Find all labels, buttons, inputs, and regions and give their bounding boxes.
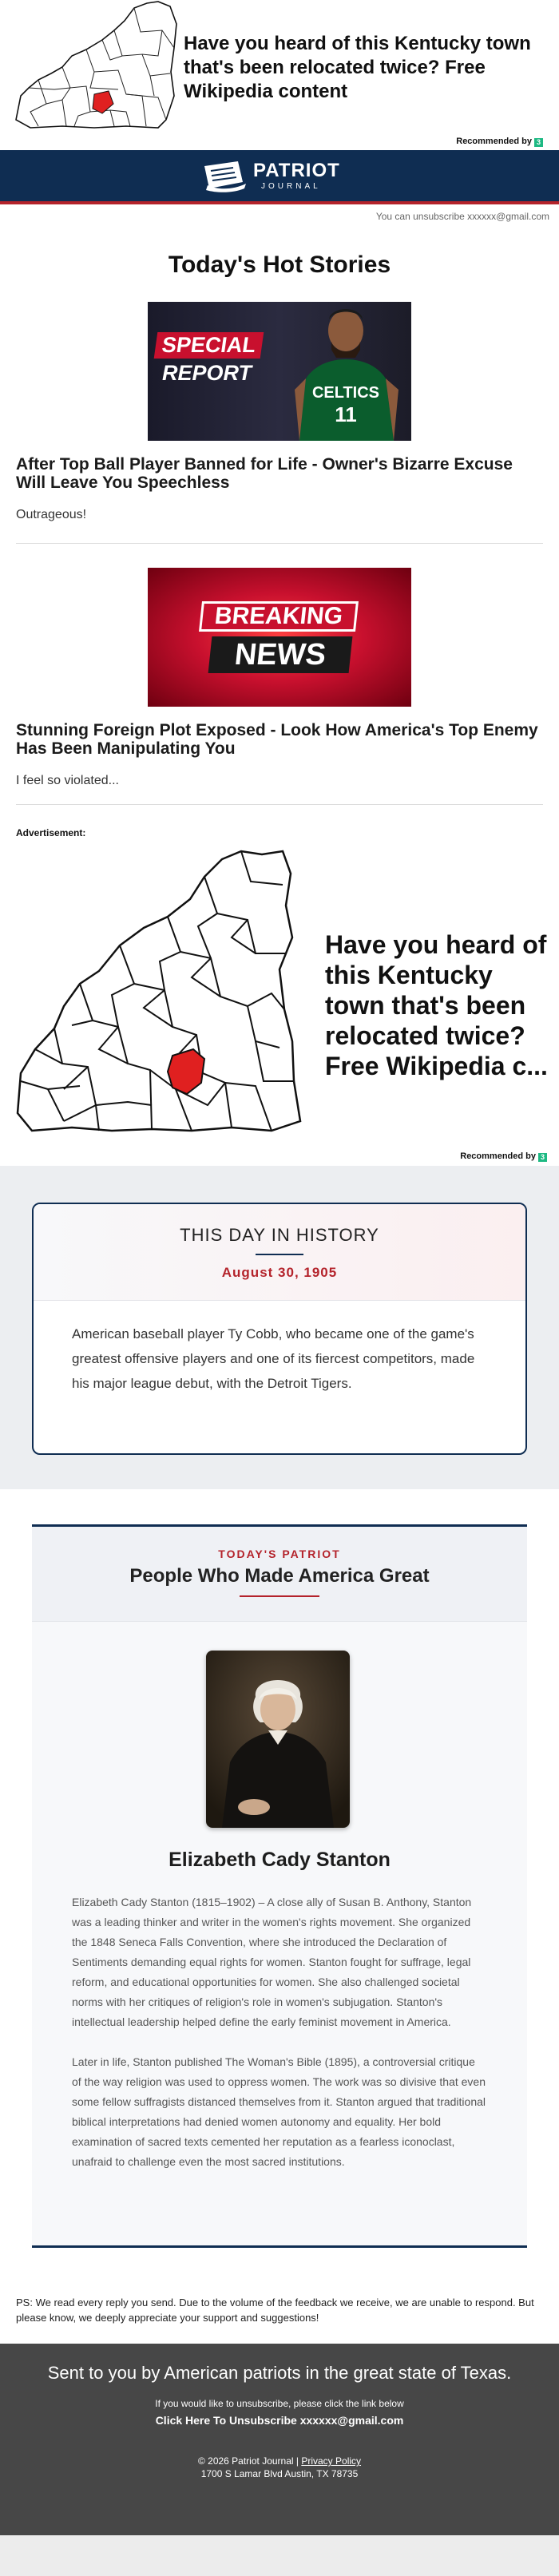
- biography-paragraph: Elizabeth Cady Stanton (1815–1902) – A close ally of Susan B. Anthony, Stanton was a leading thinker and writer in the women's rights movement. She organized the 1848 Seneca Falls Convention, where she introduced the Declaration of Sentiments demanding equal rights for women. Stanton fought for suffrage, legal reform, and educational opportunities for women. She also challenged societal norms with her critiques of religion's role in women's subjugation. Stanton's intellectual leadership helped define the early feminist movement in America.: [72, 1896, 472, 2028]
- unsubscribe-intro: If you would like to unsubscribe, please click the link below: [155, 2398, 404, 2409]
- history-section: [0, 1166, 559, 1489]
- history-title-rule: [256, 1254, 303, 1255]
- history-card: [32, 1203, 527, 1455]
- biography-paragraph: Later in life, Stanton published The Woman's Bible (1895), a controversial critique of the way religion was used to oppress women. The work was so divisive that even some fellow suffragists distanced themselves from it. Stanton argued that traditional biblical interpretations had denied women autonomy and equality. Her bold examination of sacred texts cemented her reputation as a fearless iconoclast, unafraid to challenge even the most sacred institutions.: [72, 2055, 486, 2168]
- recommended-text: Recommended by: [456, 137, 532, 146]
- svg-text:11: 11: [335, 402, 357, 426]
- kentucky-map-image: [14, 0, 178, 130]
- patriot-title: People Who Made America Great: [129, 1565, 430, 1587]
- advertisement-label: Advertisement:: [16, 827, 86, 838]
- special-label: SPECIAL: [154, 332, 264, 359]
- history-date: August 30, 1905: [221, 1265, 338, 1280]
- svg-text:CELTICS: CELTICS: [311, 384, 380, 402]
- copyright-line: [0, 2455, 559, 2467]
- bottom-margin: [0, 2535, 559, 2576]
- recommended-text: Recommended by: [460, 1151, 536, 1161]
- unsubscribe-note[interactable]: You can unsubscribe xxxxxx@gmail.com: [375, 211, 549, 222]
- history-body: American baseball player Ty Cobb, who became one of the game's greatest offensive players and one of its fiercest competitors, made his major league debut, with the Detroit Tigers.: [72, 1326, 475, 1391]
- copyright-text: © 2026 Patriot Journal |: [197, 2455, 302, 2467]
- story-teaser: Outrageous!: [16, 508, 87, 521]
- history-title: THIS DAY IN HISTORY: [180, 1225, 379, 1245]
- story-divider: [16, 543, 543, 544]
- top-ad-headline[interactable]: Have you heard of this Kentucky town that's been relocated twice? Free Wikipedia content: [184, 33, 531, 102]
- advertisement-block[interactable]: [16, 850, 548, 1161]
- news-label: NEWS: [208, 636, 353, 673]
- history-card-header: [34, 1204, 525, 1301]
- mailing-address: 1700 S Lamar Blvd Austin, TX 78735: [200, 2468, 359, 2479]
- logo-wordmark: PATRIOT: [253, 160, 340, 181]
- report-label: REPORT: [162, 361, 252, 385]
- patriot-journal-logo[interactable]: [201, 158, 361, 193]
- hot-stories-section: [16, 249, 543, 805]
- logo-subtitle: JOURNAL: [261, 182, 321, 191]
- breaking-label: BREAKING: [199, 601, 359, 632]
- recommender-logo-icon: 3: [538, 1153, 547, 1162]
- patriot-kicker: TODAY'S PATRIOT: [218, 1548, 341, 1560]
- patriot-title-rule: [240, 1595, 319, 1597]
- recommender-logo-icon: 3: [534, 138, 543, 147]
- story-teaser: I feel so violated...: [16, 774, 119, 787]
- newspaper-icon: [201, 158, 249, 193]
- section-title: Today's Hot Stories: [168, 252, 391, 278]
- todays-patriot-section: [32, 1524, 527, 2248]
- story-divider: [16, 804, 543, 805]
- unsubscribe-link[interactable]: Click Here To Unsubscribe xxxxxx@gmail.com: [155, 2414, 404, 2427]
- recommended-by-label: [460, 1151, 547, 1162]
- ps-note: PS: We read every reply you send. Due to the volume of the feedback we receive, we are unable to respond. But please know, we deeply appreciate your support and suggestions!: [16, 2297, 534, 2324]
- story-card[interactable]: [16, 568, 543, 805]
- sent-by-text: Sent to you by American patriots in the great state of Texas.: [47, 2363, 512, 2383]
- email-footer: [0, 2344, 559, 2535]
- breaking-news-image[interactable]: [148, 568, 411, 707]
- basketball-player-image: [283, 302, 411, 441]
- kentucky-map-image: [16, 850, 319, 1145]
- patriot-biography: [72, 1892, 487, 2192]
- portrait-image: [206, 1651, 350, 1828]
- story-card[interactable]: [16, 302, 543, 544]
- recommended-by-label: [456, 137, 543, 147]
- patriot-name: Elizabeth Cady Stanton: [168, 1849, 391, 1871]
- site-header: [0, 150, 559, 204]
- privacy-policy-link[interactable]: Privacy Policy: [301, 2455, 362, 2467]
- story-headline[interactable]: Stunning Foreign Plot Exposed - Look How America's Top Enemy Has Been Manipulating You: [16, 721, 538, 758]
- top-advertisement[interactable]: [0, 0, 559, 148]
- patriot-header: [32, 1527, 527, 1622]
- story-headline[interactable]: After Top Ball Player Banned for Life - Owner's Bizarre Excuse Will Leave You Speechless: [16, 455, 513, 492]
- special-report-image[interactable]: [148, 302, 411, 441]
- ad-headline[interactable]: Have you heard of this Kentucky town that's been relocated twice? Free Wikipedia c...: [325, 930, 548, 1080]
